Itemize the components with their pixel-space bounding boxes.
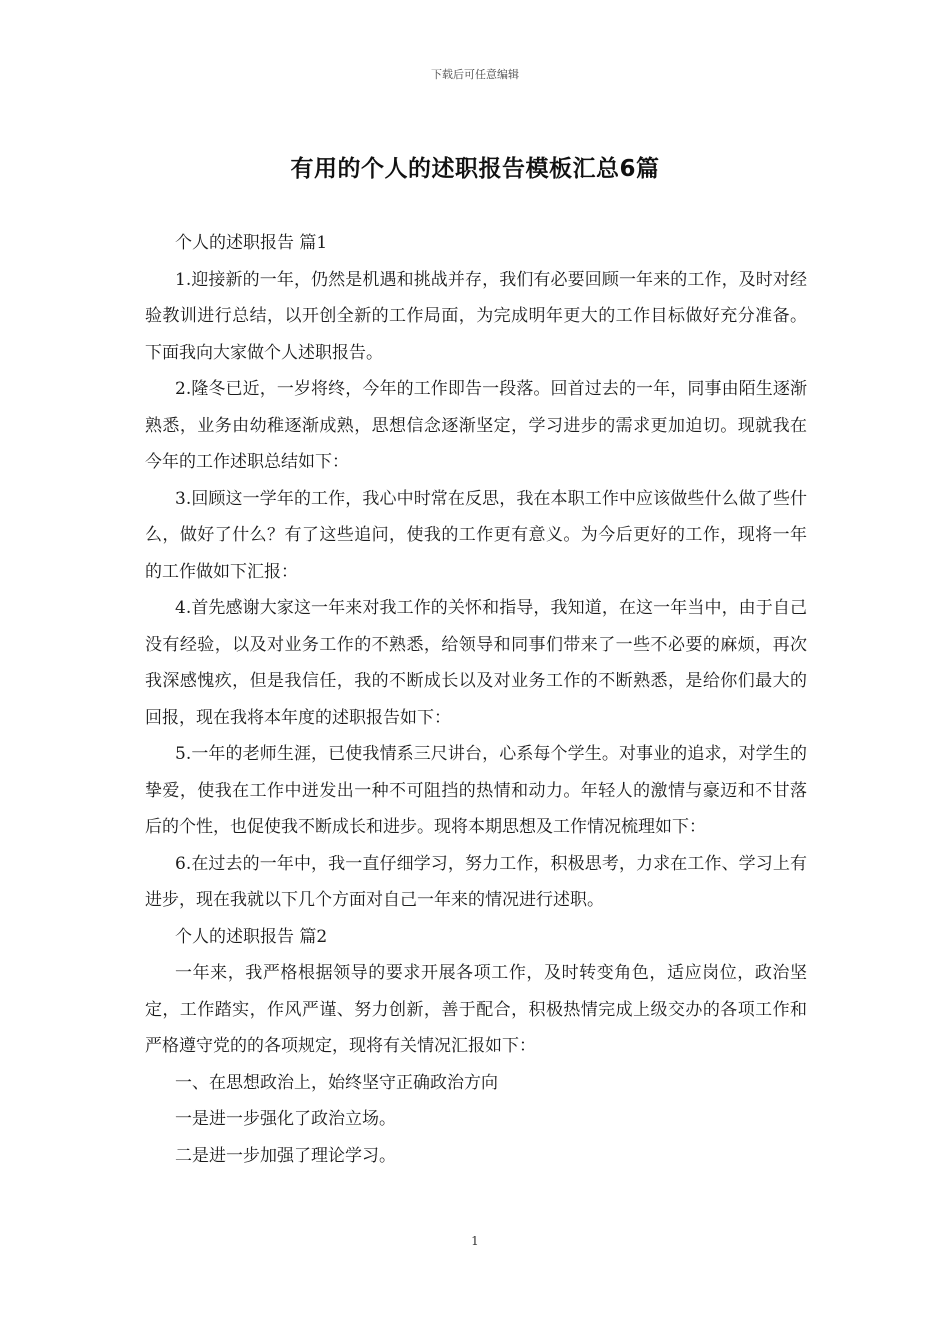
paragraph: 一、在思想政治上，始终坚守正确政治方向	[175, 1072, 498, 1093]
paragraph: 2.隆冬已近，一岁将终，今年的工作即告一段落。回首过去的一年，同事由陌生逐渐熟悉，业务由幼稚逐渐成熟，思想信念逐渐坚定，学习进步的需求更加迫切。现就我在今年的工作述职总结如下：	[145, 379, 807, 472]
paragraph: 1.迎接新的一年，仍然是机遇和挑战并存，我们有必要回顾一年来的工作，及时对经验教训进行总结，以开创全新的工作局面，为完成明年更大的工作目标做好充分准备。下面我向大家做个人述职报告。	[145, 269, 807, 363]
document-title: 有用的个人的述职报告模板汇总6篇	[290, 156, 660, 182]
paragraph: 5.一年的老师生涯，已使我情系三尺讲台，心系每个学生。对事业的追求，对学生的挚爱，使我在工作中迸发出一种不可阻挡的热情和动力。年轻人的激情与豪迈和不甘落后的个性，也促使我不断成长和进步。现将本期思想及工作情况梳理如下：	[145, 744, 807, 837]
header-note: 下载后可任意编辑	[431, 68, 519, 81]
page-number: 1	[471, 1234, 479, 1248]
document-body	[145, 225, 807, 1174]
paragraph: 4.首先感谢大家这一年来对我工作的关怀和指导，我知道，在这一年当中，由于自己没有经验，以及对业务工作的不熟悉，给领导和同事们带来了一些不必要的麻烦，再次我深感愧疚，但是我信任，我的不断成长以及对业务工作的不断熟悉，是给你们最大的回报，现在我将本年度的述职报告如下：	[145, 598, 807, 728]
paragraph: 一年来，我严格根据领导的要求开展各项工作，及时转变角色，适应岗位，政治坚定，工作踏实，作风严谨、努力创新，善于配合，积极热情完成上级交办的各项工作和严格遵守党的的各项规定，现将有关情况汇报如下：	[145, 963, 807, 1056]
paragraph: 6.在过去的一年中，我一直仔细学习，努力工作，积极思考，力求在工作、学习上有进步，现在我就以下几个方面对自己一年来的情况进行述职。	[145, 853, 807, 910]
paragraph: 3.回顾这一学年的工作，我心中时常在反思，我在本职工作中应该做些什么做了些什么，做好了什么？有了这些追问，使我的工作更有意义。为今后更好的工作，现将一年的工作做如下汇报：	[145, 488, 807, 582]
section-heading-1: 个人的述职报告 篇1	[175, 233, 328, 253]
section-heading-2: 个人的述职报告 篇2	[175, 926, 328, 947]
paragraph: 二是进一步加强了理论学习。	[175, 1145, 396, 1166]
paragraph: 一是进一步强化了政治立场。	[175, 1109, 396, 1129]
